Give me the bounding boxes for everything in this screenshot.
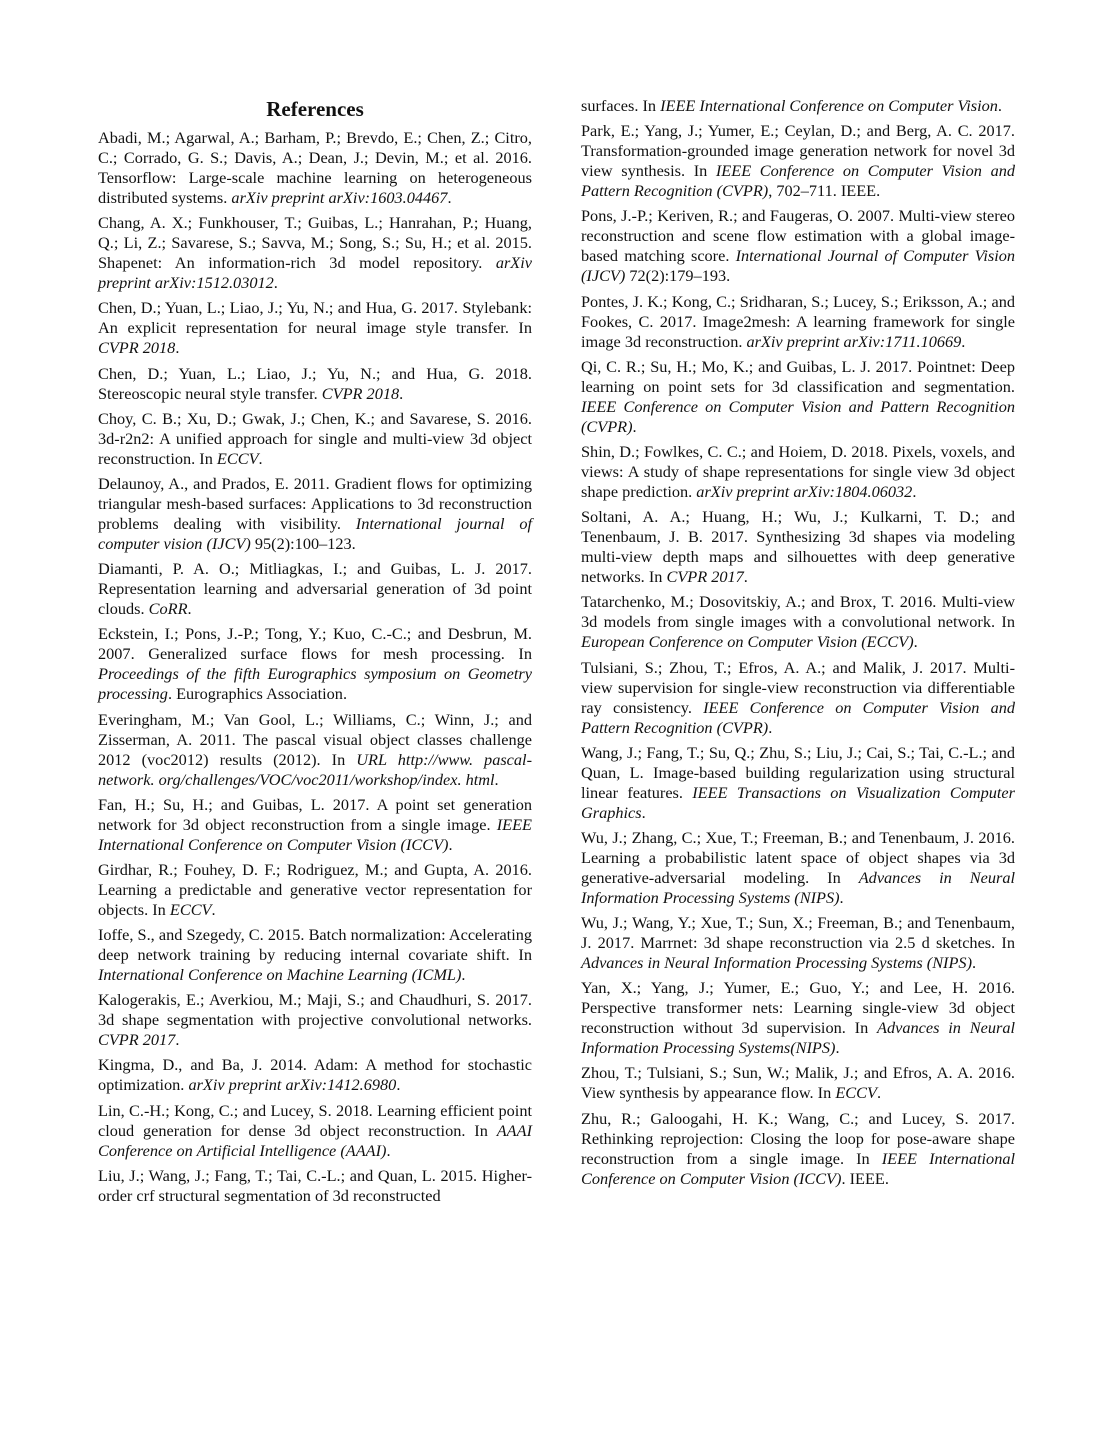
reference-authors-title: Liu, J.; Wang, J.; Fang, T.; Tai, C.-L.; and Quan, L. 2015. Higher-order crf structural segmentation of 3d reconstructed <box>98 1165 532 1205</box>
reference-venue: CVPR 2018 <box>321 383 400 403</box>
reference-entry <box>98 860 532 920</box>
reference-venue: URL http://www. pascal-network. org/challenges/VOC/voc2011/workshop/index. html <box>98 749 532 789</box>
reference-entry <box>581 96 1015 116</box>
reference-venue: CVPR 2017 <box>666 567 744 587</box>
reference-suffix: . <box>211 899 216 919</box>
reference-entry <box>98 925 532 985</box>
reference-entry <box>98 795 532 855</box>
reference-venue: IEEE International Conference on Computer Vision <box>660 96 998 115</box>
reference-authors-title: Zhou, T.; Tulsiani, S.; Sun, W.; Malik, J.; and Efros, A. A. 2016. View synthesis by appearance flow. In <box>581 1063 1015 1103</box>
reference-entry <box>581 828 1015 908</box>
right-reference-list <box>581 96 1015 1189</box>
reference-entry <box>98 624 532 704</box>
reference-suffix: . <box>386 1140 391 1160</box>
reference-venue: Proceedings of the fifth Eurographics symposium on Geometry processing <box>98 664 532 704</box>
reference-authors-title: Wang, J.; Fang, T.; Su, Q.; Zhu, S.; Liu, J.; Cai, S.; Tai, C.-L.; and Quan, L. Image-based building regularization using structural linear features. <box>581 742 1015 802</box>
reference-venue: Advances in Neural Information Processing Systems(NIPS) <box>581 1018 1015 1058</box>
reference-authors-title: Shin, D.; Fowlkes, C. C.; and Hoiem, D. 2018. Pixels, voxels, and views: A study of shape representations for single view 3d object shape prediction. <box>581 441 1015 501</box>
reference-entry <box>581 507 1015 587</box>
reference-authors-title: Abadi, M.; Agarwal, A.; Barham, P.; Brevdo, E.; Chen, Z.; Citro, C.; Corrado, G. S.; Davis, A.; Dean, J.; Devin, M.; et al. 2016. Tensorflow: Large-scale machine learning on heterogeneous distributed systems. <box>98 128 532 207</box>
reference-venue: arXiv preprint arXiv:1603.04467 <box>231 188 448 207</box>
reference-suffix: . <box>768 717 773 737</box>
reference-venue: International journal of computer vision (IJCV) <box>98 513 533 553</box>
reference-authors-title: Chen, D.; Yuan, L.; Liao, J.; Yu, N.; and Hua, G. 2018. Stereoscopic neural style transfer. <box>98 363 532 403</box>
reference-authors-title: Fan, H.; Su, H.; and Guibas, L. 2017. A point set generation network for 3d object reconstruction from a single image. <box>98 794 532 834</box>
reference-venue: IEEE Transactions on Visualization Computer Graphics <box>581 782 1015 822</box>
reference-venue: AAAI Conference on Artificial Intelligence (AAAI) <box>98 1120 532 1160</box>
reference-entry <box>98 710 532 790</box>
reference-suffix: . <box>913 632 918 652</box>
references-page <box>98 96 1016 1396</box>
reference-authors-title: Kingma, D., and Ba, J. 2014. Adam: A method for stochastic optimization. <box>98 1055 532 1095</box>
reference-suffix: . <box>273 273 278 293</box>
reference-entry <box>98 990 532 1050</box>
reference-suffix: . <box>972 953 977 973</box>
reference-entry <box>98 474 532 554</box>
reference-venue: arXiv preprint arXiv:1412.6980 <box>188 1075 397 1095</box>
reference-suffix: . <box>839 887 844 907</box>
reference-suffix: . <box>175 338 180 358</box>
reference-suffix: . <box>447 188 452 207</box>
left-reference-list <box>98 128 532 1206</box>
reference-suffix: . <box>997 96 1002 115</box>
reference-entry <box>98 213 532 293</box>
reference-authors-title: Delaunoy, A., and Prados, E. 2011. Gradient flows for optimizing triangular mesh-based surfaces: Applications to 3d reconstruction problems dealing with visibility. <box>98 473 532 533</box>
reference-suffix: . <box>835 1038 840 1058</box>
reference-suffix: . <box>743 567 748 587</box>
reference-authors-title: Choy, C. B.; Xu, D.; Gwak, J.; Chen, K.; and Savarese, S. 2016. 3d-r2n2: A unified approach for single and multi-view 3d object reconstruction. In <box>98 408 532 468</box>
reference-suffix: . <box>461 965 466 985</box>
reference-entry <box>98 559 532 619</box>
reference-suffix: . Eurographics Association. <box>167 684 348 704</box>
reference-authors-title: Park, E.; Yang, J.; Yumer, E.; Ceylan, D.; and Berg, A. C. 2017. Transformation-grounded image generation network for novel 3d view synthesis. In <box>581 121 1015 181</box>
reference-entry <box>581 592 1015 652</box>
reference-suffix: 95(2):100–123. <box>250 533 356 553</box>
reference-entry <box>98 1166 532 1206</box>
reference-venue: Advances in Neural Information Processing Systems (NIPS) <box>581 867 1015 907</box>
reference-authors-title: Tatarchenko, M.; Dosovitskiy, A.; and Brox, T. 2016. Multi-view 3d models from single images with a convolutional network. In <box>581 592 1015 632</box>
reference-entry <box>98 298 532 358</box>
reference-authors-title: Wu, J.; Wang, Y.; Xue, T.; Sun, X.; Freeman, B.; and Tenenbaum, J. 2017. Marrnet: 3d shape reconstruction via 2.5 d sketches. In <box>581 913 1015 953</box>
reference-authors-title: Kalogerakis, E.; Averkiou, M.; Maji, S.; and Chaudhuri, S. 2017. 3d shape segmentation with projective convolutional networks. <box>98 990 532 1030</box>
reference-venue: ECCV <box>216 448 259 468</box>
reference-venue: European Conference on Computer Vision (ECCV) <box>581 632 914 652</box>
reference-suffix: , 702–711. IEEE. <box>768 181 881 201</box>
reference-suffix: . <box>961 331 966 351</box>
reference-suffix: . <box>632 416 637 436</box>
reference-venue: CoRR <box>148 599 188 619</box>
reference-venue: CVPR 2018 <box>98 338 176 358</box>
reference-venue: IEEE Conference on Computer Vision and Pattern Recognition (CVPR) <box>581 697 1016 737</box>
references-heading: References <box>266 97 364 121</box>
reference-venue: ECCV <box>835 1083 877 1103</box>
reference-authors-title: Yan, X.; Yang, J.; Yumer, E.; Guo, Y.; and Lee, H. 2016. Perspective transformer nets: Learning single-view 3d object reconstruction without 3d supervision. In <box>581 978 1015 1038</box>
reference-authors-title: Tulsiani, S.; Zhou, T.; Efros, A. A.; and Malik, J. 2017. Multi-view supervision for single-view reconstruction via differentiable ray consistency. <box>581 657 1015 717</box>
reference-entry <box>581 357 1015 437</box>
reference-authors-title: Chang, A. X.; Funkhouser, T.; Guibas, L.; Hanrahan, P.; Huang, Q.; Li, Z.; Savarese, S.; Savva, M.; Song, S.; Su, H.; et al. 2015. Shapenet: An information-rich 3d model repository. <box>98 213 532 273</box>
reference-entry <box>98 1055 532 1095</box>
reference-venue: IEEE Conference on Computer Vision and Pattern Recognition (CVPR) <box>581 396 1015 436</box>
reference-suffix: . <box>258 448 263 468</box>
reference-authors-title: Diamanti, P. A. O.; Mitliagkas, I.; and Guibas, L. J. 2017. Representation learning and adversarial generation of 3d point clouds. <box>98 559 532 619</box>
reference-authors-title: Ioffe, S., and Szegedy, C. 2015. Batch normalization: Accelerating deep network training by reducing internal covariate shift. In <box>98 925 532 965</box>
reference-entry <box>581 206 1015 286</box>
reference-authors-title: Qi, C. R.; Su, H.; Mo, K.; and Guibas, L. J. 2017. Pointnet: Deep learning on point sets for 3d classification and segmentation. <box>581 356 1015 396</box>
reference-entry <box>98 409 532 469</box>
reference-authors-title: Everingham, M.; Van Gool, L.; Williams, C.; Winn, J.; and Zisserman, A. 2011. The pascal visual object classes challenge 2012 (voc2012) results (2012). In <box>98 709 532 769</box>
reference-venue: Advances in Neural Information Processing Systems (NIPS) <box>581 953 972 973</box>
reference-venue: arXiv preprint arXiv:1512.03012 <box>98 253 532 293</box>
reference-suffix: . <box>912 481 917 501</box>
reference-entry <box>581 1063 1015 1103</box>
reference-suffix: 72(2):179–193. <box>625 266 731 286</box>
reference-suffix: . <box>494 769 499 789</box>
reference-authors-title: surfaces. In <box>581 96 661 115</box>
reference-entry <box>581 978 1015 1058</box>
reference-entry <box>581 1109 1015 1189</box>
reference-entry <box>581 658 1015 738</box>
reference-venue: ECCV <box>169 899 212 919</box>
reference-venue: IEEE International Conference on Computer Vision (ICCV) <box>98 814 532 854</box>
reference-authors-title: Pons, J.-P.; Keriven, R.; and Faugeras, O. 2007. Multi-view stereo reconstruction and scene flow estimation with a global image-based matching score. <box>581 206 1015 266</box>
reference-venue: International Journal of Computer Vision (IJCV) <box>581 246 1015 286</box>
left-column <box>98 96 532 1206</box>
reference-authors-title: Soltani, A. A.; Huang, H.; Wu, J.; Kulkarni, T. D.; and Tenenbaum, J. B. 2017. Synthesizing 3d shapes via modeling multi-view depth maps and silhouettes with deep generative networks. In <box>581 507 1015 587</box>
right-column <box>581 96 1015 1189</box>
reference-entry <box>581 913 1015 973</box>
reference-venue: arXiv preprint arXiv:1804.06032 <box>696 481 913 501</box>
reference-suffix: . <box>175 1030 180 1050</box>
reference-suffix: . IEEE. <box>841 1168 889 1188</box>
reference-authors-title: Eckstein, I.; Pons, J.-P.; Tong, Y.; Kuo, C.-C.; and Desbrun, M. 2007. Generalized surface flows for mesh processing. In <box>98 624 532 664</box>
reference-venue: IEEE International Conference on Computer Vision (ICCV) <box>581 1148 1016 1188</box>
reference-entry <box>581 743 1015 823</box>
reference-authors-title: Pontes, J. K.; Kong, C.; Sridharan, S.; Lucey, S.; Eriksson, A.; and Fookes, C. 2017. Image2mesh: A learning framework for single image 3d reconstruction. <box>581 291 1015 351</box>
reference-entry <box>98 1101 532 1161</box>
reference-venue: International Conference on Machine Learning (ICML) <box>98 965 462 985</box>
reference-venue: arXiv preprint arXiv:1711.10669 <box>746 331 962 351</box>
reference-suffix: . <box>448 834 453 854</box>
reference-authors-title: Lin, C.-H.; Kong, C.; and Lucey, S. 2018. Learning efficient point cloud generation for dense 3d object reconstruction. In <box>98 1100 532 1140</box>
reference-authors-title: Wu, J.; Zhang, C.; Xue, T.; Freeman, B.; and Tenenbaum, J. 2016. Learning a probabilistic latent space of object shapes via 3d generative-adversarial modeling. In <box>581 827 1015 887</box>
reference-entry <box>98 128 532 208</box>
reference-suffix: . <box>187 599 192 619</box>
reference-entry <box>98 364 532 404</box>
reference-venue: CVPR 2017 <box>98 1030 176 1050</box>
reference-suffix: . <box>399 383 404 403</box>
reference-entry <box>581 121 1015 201</box>
reference-suffix: . <box>876 1083 882 1103</box>
reference-venue: IEEE Conference on Computer Vision and Pattern Recognition (CVPR) <box>581 161 1015 201</box>
reference-authors-title: Girdhar, R.; Fouhey, D. F.; Rodriguez, M.; and Gupta, A. 2016. Learning a predictable and generative vector representation for objects. In <box>98 859 532 919</box>
reference-entry <box>581 442 1015 502</box>
reference-suffix: . <box>641 802 646 822</box>
reference-authors-title: Zhu, R.; Galoogahi, H. K.; Wang, C.; and Lucey, S. 2017. Rethinking reprojection: Closing the loop for pose-aware shape reconstruction from a single image. In <box>581 1108 1015 1168</box>
reference-authors-title: Chen, D.; Yuan, L.; Liao, J.; Yu, N.; and Hua, G. 2017. Stylebank: An explicit representation for neural image style transfer. In <box>98 298 532 338</box>
reference-entry <box>581 292 1015 352</box>
reference-suffix: . <box>396 1075 401 1095</box>
